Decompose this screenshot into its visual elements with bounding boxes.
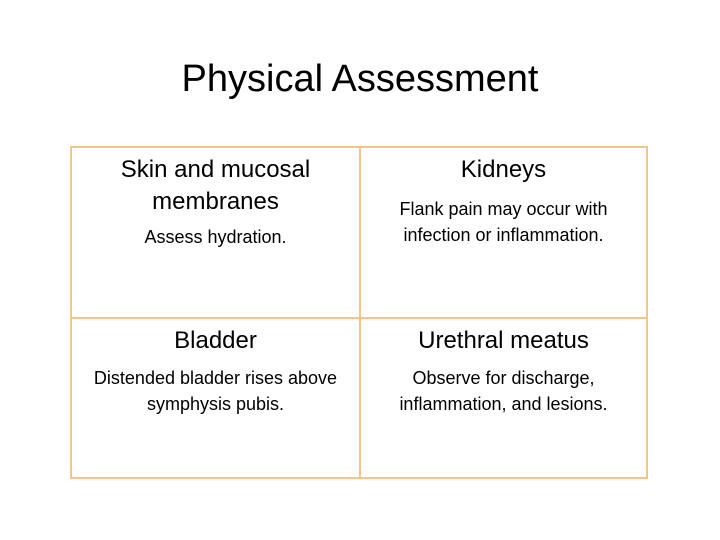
assessment-table bbox=[70, 146, 648, 479]
slide-title: Physical Assessment bbox=[181, 58, 539, 100]
cell-heading: Kidneys bbox=[460, 156, 547, 183]
cell-body: Assess hydration. bbox=[144, 227, 287, 247]
cell-heading: Bladder bbox=[174, 327, 257, 354]
cell-heading: Skin and mucosal membranes bbox=[120, 156, 311, 215]
table-cell-urethral-meatus bbox=[361, 319, 646, 477]
table-cell-kidneys bbox=[361, 148, 646, 319]
table-cell-skin bbox=[72, 148, 361, 319]
cell-body: Observe for discharge, inflammation, and lesions. bbox=[399, 368, 608, 414]
cell-heading: Urethral meatus bbox=[418, 327, 589, 354]
cell-body: Distended bladder rises above symphysis pubis. bbox=[93, 368, 338, 414]
table-cell-bladder bbox=[72, 319, 361, 477]
cell-body: Flank pain may occur with infection or inflammation. bbox=[399, 199, 608, 245]
